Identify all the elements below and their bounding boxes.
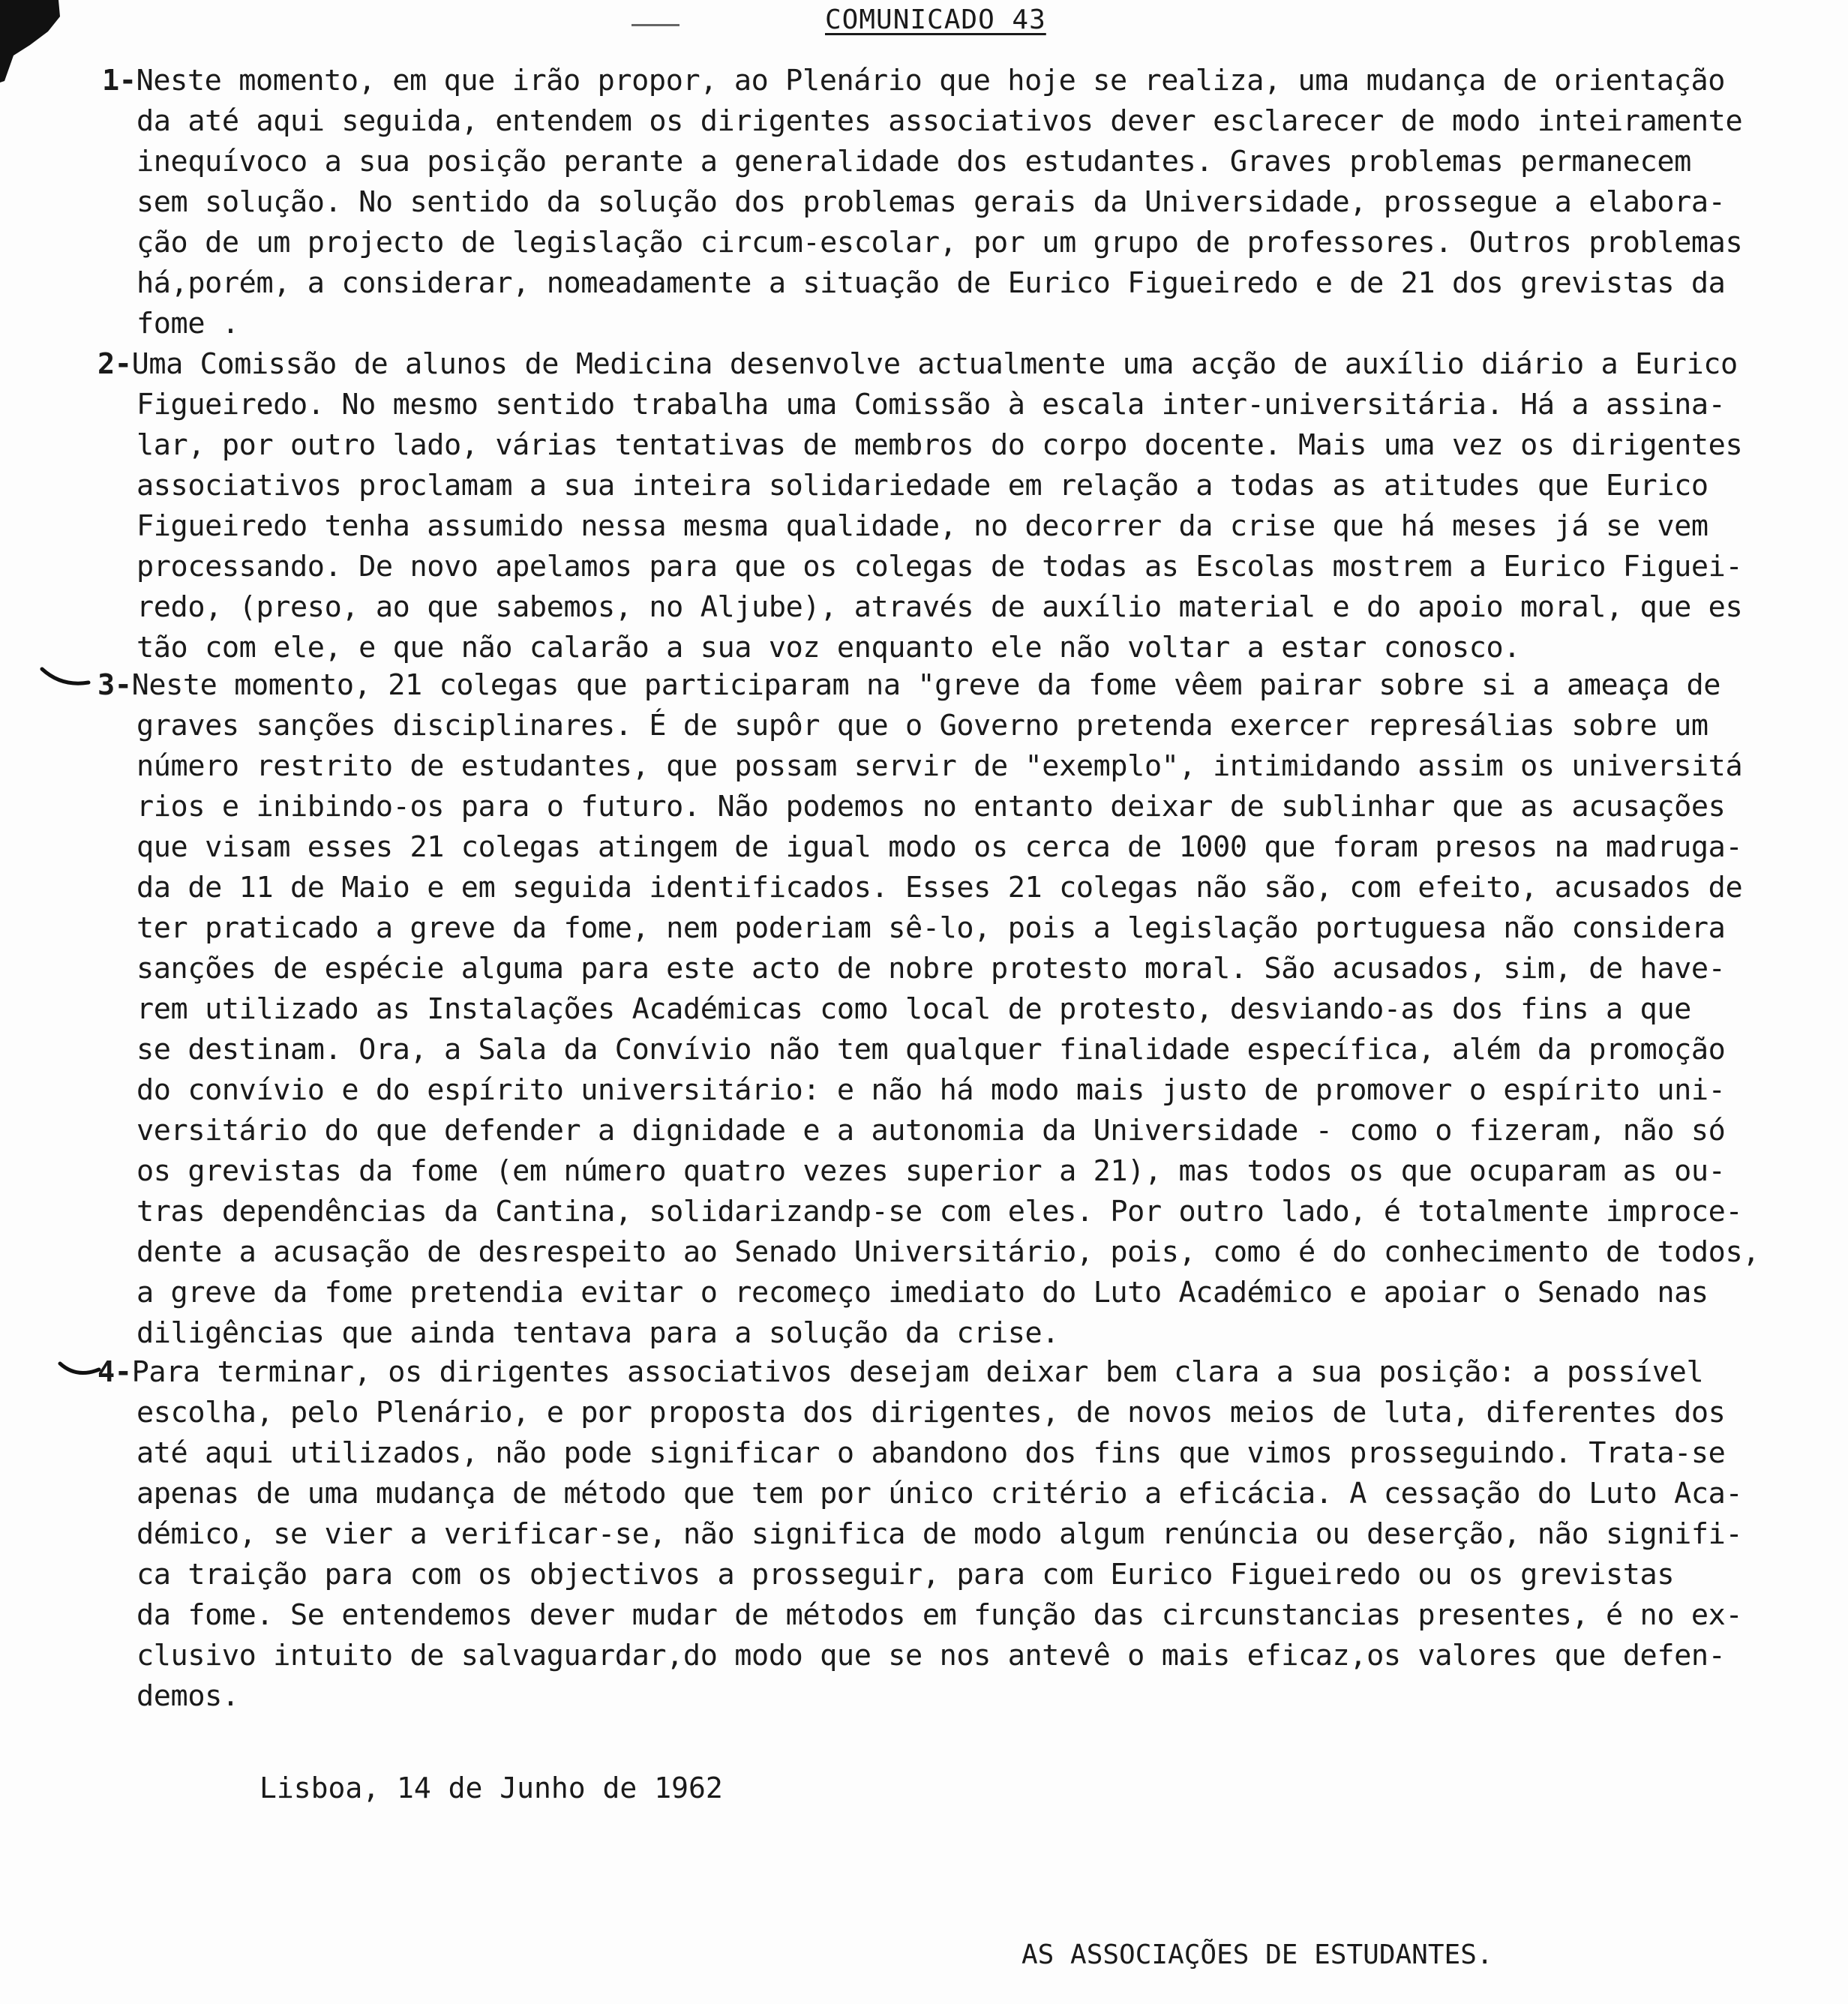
- paragraph-line: sanções de espécie alguma para este acto de nobre protesto moral. São acusados, sim, de have-: [136, 952, 1726, 986]
- paragraph-line: redo, (preso, ao que sabemos, no Aljube), através de auxílio material e do apoio moral, que es: [136, 590, 1743, 624]
- line-text: Uma Comissão de alunos de Medicina desenvolve actualmente uma acção de auxílio diário a Eurico: [131, 347, 1738, 381]
- line-text: Neste momento, 21 colegas que participaram na "greve da fome vêem pairar sobre si a ameaça de: [131, 668, 1721, 702]
- paragraph-line: fome .: [136, 307, 239, 340]
- paragraph-line: rem utilizado as Instalações Académicas como local de protesto, desviando-as dos fins a que: [136, 992, 1691, 1026]
- paragraph-line: demos.: [136, 1679, 239, 1713]
- paragraph-line: associativos proclamam a sua inteira solidariedade em relação a todas as atitudes que Eurico: [136, 469, 1708, 502]
- paragraph-line: [98, 1353, 1703, 1392]
- top-dash-mark: [632, 24, 680, 26]
- paragraph-line: dente a acusação de desrespeito ao Senado Universitário, pois, como é do conhecimento de todos,: [136, 1235, 1760, 1269]
- paragraph-line: os grevistas da fome (em número quatro vezes superior a 21), mas todos os que ocuparam as ou-: [136, 1154, 1726, 1188]
- line-text: Neste momento, em que irão propor, ao Plenário que hoje se realiza, uma mudança de orientação: [136, 64, 1726, 98]
- paragraph-line: [102, 62, 1725, 100]
- paragraph-number: 1-: [102, 64, 136, 98]
- paragraph-line: escolha, pelo Plenário, e por proposta dos dirigentes, de novos meios de luta, diferentes dos: [136, 1396, 1726, 1430]
- document-signature: AS ASSOCIAÇÕES DE ESTUDANTES.: [1022, 1940, 1493, 1970]
- paragraph-line: ter praticado a greve da fome, nem poderiam sê-lo, pois a legislação portuguesa não considera: [136, 911, 1726, 945]
- paragraph-line: ção de um projecto de legislação circum-escolar, por um grupo de professores. Outros problemas: [136, 226, 1743, 260]
- paragraph-line: da até aqui seguida, entendem os dirigentes associativos dever esclarecer de modo inteiramente: [136, 104, 1743, 138]
- paragraph-line: a greve da fome pretendia evitar o recomeço imediato do Luto Académico e apoiar o Senado nas: [136, 1276, 1708, 1310]
- paragraph-line: [98, 666, 1720, 705]
- paragraph-line: graves sanções disciplinares. É de supôr que o Governo pretenda exercer represálias sobre um: [136, 709, 1708, 742]
- paragraph-line: até aqui utilizados, não pode significar o abandono dos fins que vimos prosseguindo. Trata-se: [136, 1436, 1726, 1470]
- paragraph-line: tras dependências da Cantina, solidarizandp-se com eles. Por outro lado, é totalmente improce-: [136, 1195, 1743, 1228]
- paragraph-line: que visam esses 21 colegas atingem de igual modo os cerca de 1000 que foram presos na madruga-: [136, 830, 1743, 864]
- paragraph-line: rios e inibindo-os para o futuro. Não podemos no entanto deixar de sublinhar que as acusações: [136, 790, 1726, 824]
- paragraph-line: inequívoco a sua posição perante a generalidade dos estudantes. Graves problemas permanecem: [136, 145, 1691, 178]
- paragraph-line: do convívio e do espírito universitário: e não há modo mais justo de promover o espírito uni-: [136, 1073, 1726, 1107]
- document-title: COMUNICADO 43: [825, 4, 1046, 35]
- paragraph-line: processando. De novo apelamos para que os colegas de todas as Escolas mostrem a Eurico Figuei-: [136, 550, 1743, 584]
- document-date: Lisboa, 14 de Junho de 1962: [260, 1772, 723, 1804]
- paragraph-line: sem solução. No sentido da solução dos problemas gerais da Universidade, prossegue a elabora-: [136, 185, 1726, 219]
- paragraph-line: da fome. Se entendemos dever mudar de métodos em função das circunstancias presentes, é no ex-: [136, 1598, 1743, 1632]
- margin-tick-mark: [57, 1353, 102, 1383]
- paragraph-line: lar, por outro lado, várias tentativas de membros do corpo docente. Mais uma vez os dirigentes: [136, 428, 1743, 462]
- paragraph-line: diligências que ainda tentava para a solução da crise.: [136, 1316, 1060, 1350]
- paragraph-line: Figueiredo tenha assumido nessa mesma qualidade, no decorrer da crise que há meses já se vem: [136, 509, 1708, 543]
- paragraph-line: versitário do que defender a dignidade e a autonomia da Universidade - como o fizeram, não só: [136, 1114, 1726, 1148]
- paragraph-line: número restrito de estudantes, que possam servir de "exemplo", intimidando assim os universitá: [136, 749, 1743, 783]
- paragraph-line: ca traição para com os objectivos a prosseguir, para com Eurico Figueiredo ou os grevistas: [136, 1558, 1675, 1592]
- paragraph-line: clusivo intuito de salvaguardar,do modo que se nos antevê o mais eficaz,os valores que defen-: [136, 1639, 1726, 1672]
- ink-blot-mark: [0, 0, 60, 82]
- paragraph-line: há,porém, a considerar, nomeadamente a situação de Eurico Figueiredo e de 21 dos grevistas da: [136, 266, 1726, 300]
- paragraph-number: 3-: [98, 668, 132, 702]
- paragraph-line: se destinam. Ora, a Sala da Convívio não tem qualquer finalidade específica, além da promoção: [136, 1033, 1726, 1066]
- paragraph-line: [98, 345, 1738, 384]
- line-text: Para terminar, os dirigentes associativos desejam deixar bem clara a sua posição: a possível: [131, 1355, 1704, 1389]
- paragraph-line: démico, se vier a verificar-se, não significa de modo algum renúncia ou deserção, não signifi-: [136, 1517, 1743, 1551]
- margin-tick-mark: [39, 664, 92, 694]
- paragraph-number: 4-: [98, 1355, 132, 1389]
- paragraph-line: da de 11 de Maio e em seguida identificados. Esses 21 colegas não são, com efeito, acusados de: [136, 871, 1743, 904]
- paragraph-line: apenas de uma mudança de método que tem por único critério a eficácia. A cessação do Luto Aca-: [136, 1477, 1743, 1510]
- paragraph-number: 2-: [98, 347, 132, 381]
- paragraph-line: Figueiredo. No mesmo sentido trabalha uma Comissão à escala inter-universitária. Há a assina-: [136, 388, 1726, 422]
- paragraph-line: tão com ele, e que não calarão a sua voz enquanto ele não voltar a estar conosco.: [136, 631, 1521, 664]
